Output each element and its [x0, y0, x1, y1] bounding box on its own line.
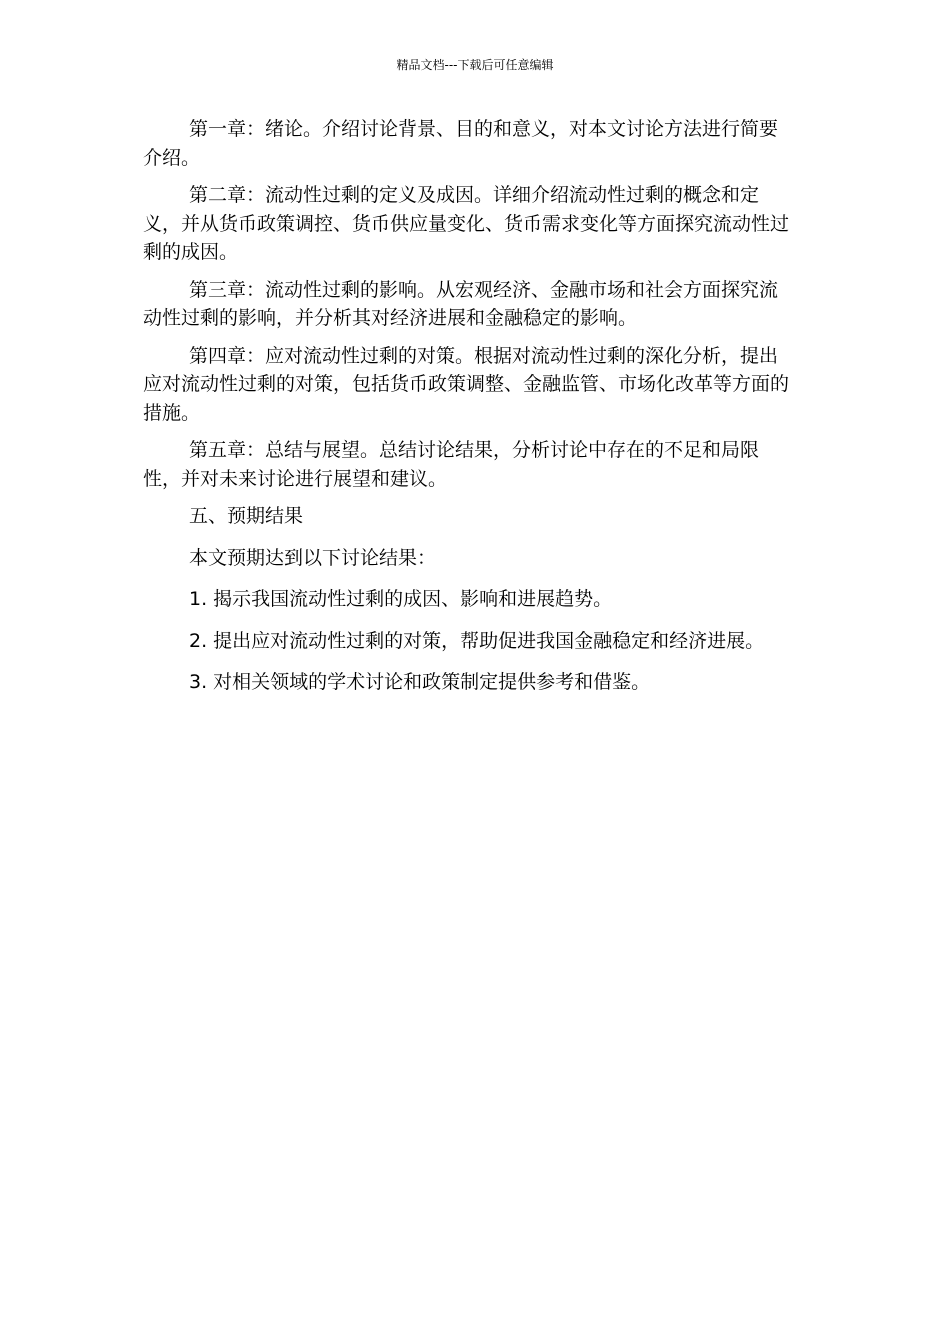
chapter-4-paragraph: 第四章：应对流动性过剩的对策。根据对流动性过剩的深化分析，提出应对流动性过剩的对策，包括货币政策调整、金融监管、市场化改革等方面的措施。 [143, 344, 790, 424]
document-body [143, 115, 823, 710]
chapter-2-paragraph: 第二章：流动性过剩的定义及成因。详细介绍流动性过剩的概念和定义，并从货币政策调控、货币供应量变化、货币需求变化等方面探究流动性过剩的成因。 [143, 184, 790, 263]
section-intro: 本文预期达到以下讨论结果： [189, 546, 437, 569]
result-item-3: 3. 对相关领域的学术讨论和政策制定提供参考和借鉴。 [189, 671, 651, 693]
page-header: 精品文档---下载后可任意编辑 [396, 58, 554, 72]
result-item-1: 1. 揭示我国流动性过剩的成因、影响和进展趋势。 [189, 588, 613, 610]
chapter-5-paragraph: 第五章：总结与展望。总结讨论结果，分析讨论中存在的不足和局限性，并对未来讨论进行展望和建议。 [143, 439, 760, 490]
chapter-3-paragraph: 第三章：流动性过剩的影响。从宏观经济、金融市场和社会方面探究流动性过剩的影响，并分析其对经济进展和金融稳定的影响。 [143, 278, 779, 329]
section-heading: 五、预期结果 [189, 505, 304, 527]
chapter-1-paragraph: 第一章：绪论。介绍讨论背景、目的和意义，对本文讨论方法进行简要介绍。 [143, 118, 779, 169]
result-item-2: 2. 提出应对流动性过剩的对策，帮助促进我国金融稳定和经济进展。 [189, 629, 765, 652]
